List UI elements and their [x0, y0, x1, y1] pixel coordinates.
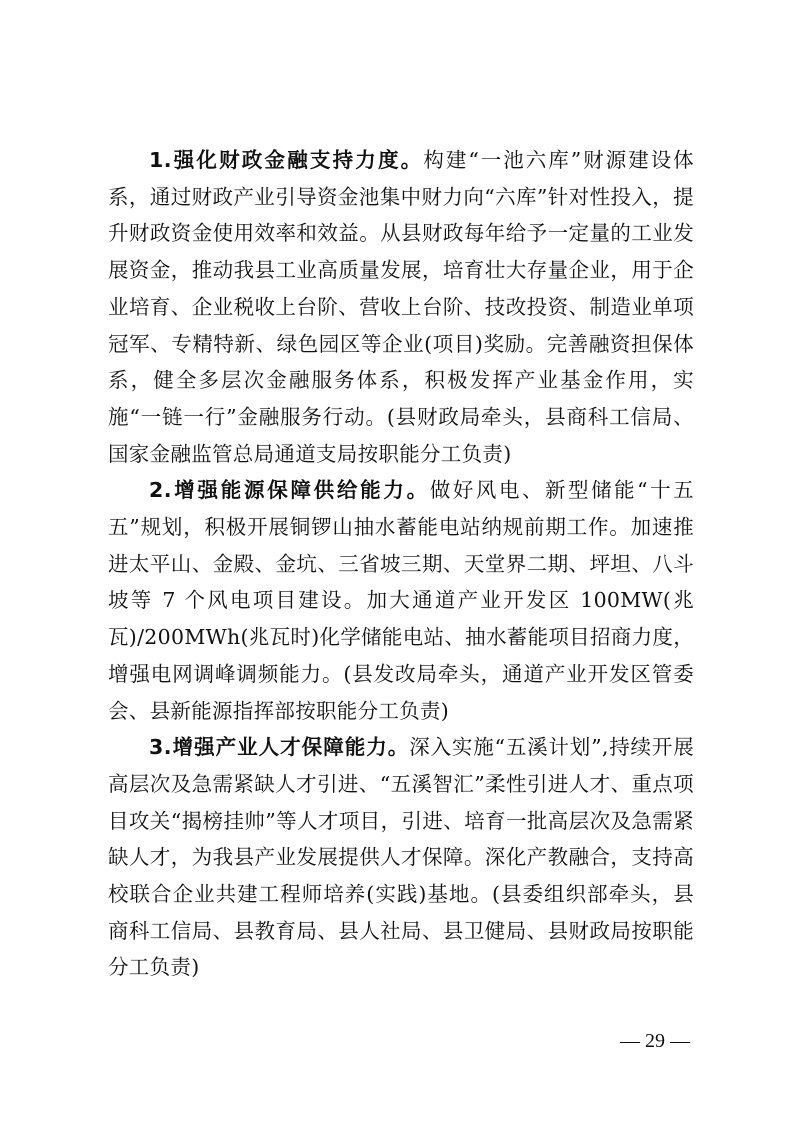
- paragraph-text: 构建“一池六库”财源建设体系，通过财政产业引导资金池集中财力向“六库”针对性投入，提升财政资金使用效率和效益。从县财政每年给予一定量的工业发展资金，推动我县工业高质量发展，培育壮大存量企业，用于企业培育、企业税收上台阶、营收上台阶、技改投资、制造业单项冠军、专精特新、绿色园区等企业(项目)奖励。完善融资担保体系，健全多层次金融服务体系，积极发挥产业基金作用，实施“一链一行”金融服务行动。(县财政局牵头，县商科工信局、国家金融监管总局通道支局按职能分工负责): [108, 148, 694, 466]
- paragraph-talent: [108, 729, 694, 986]
- page-number: — 29 —: [620, 1030, 690, 1052]
- paragraph-heading: 3.增强产业人才保障能力。: [149, 735, 410, 760]
- paragraph-text: 做好风电、新型储能“十五五”规划，积极开展铜锣山抽水蓄能电站纳规前期工作。加速推进太平山、金殿、金坑、三省坡三期、天堂界二期、坪坦、八斗坡等 7 个风电项目建设。加大通道产业开发区 100MW(兆瓦)/200MWh(兆瓦时)化学储能电站、抽水蓄能项目招商力度，增强电网调峰调频能力。(县发改局牵头，通道产业开发区管委会、县新能源指挥部按职能分工负责): [108, 478, 694, 723]
- paragraph-heading: 2.增强能源保障供给能力。: [149, 478, 430, 503]
- paragraph-heading: 1.强化财政金融支持力度。: [149, 148, 424, 172]
- paragraph-energy: [108, 472, 694, 729]
- paragraph-finance: [108, 142, 694, 472]
- document-body: [108, 142, 694, 986]
- paragraph-text: 深入实施“五溪计划”,持续开展高层次及急需紧缺人才引进、“五溪智汇”柔性引进人才、重点项目攻关“揭榜挂帅”等人才项目，引进、培育一批高层次及急需紧缺人才，为我县产业发展提供人才保障。深化产教融合，支持高校联合企业共建工程师培养(实践)基地。(县委组织部牵头，县商科工信局、县教育局、县人社局、县卫健局、县财政局按职能分工负责): [108, 735, 694, 980]
